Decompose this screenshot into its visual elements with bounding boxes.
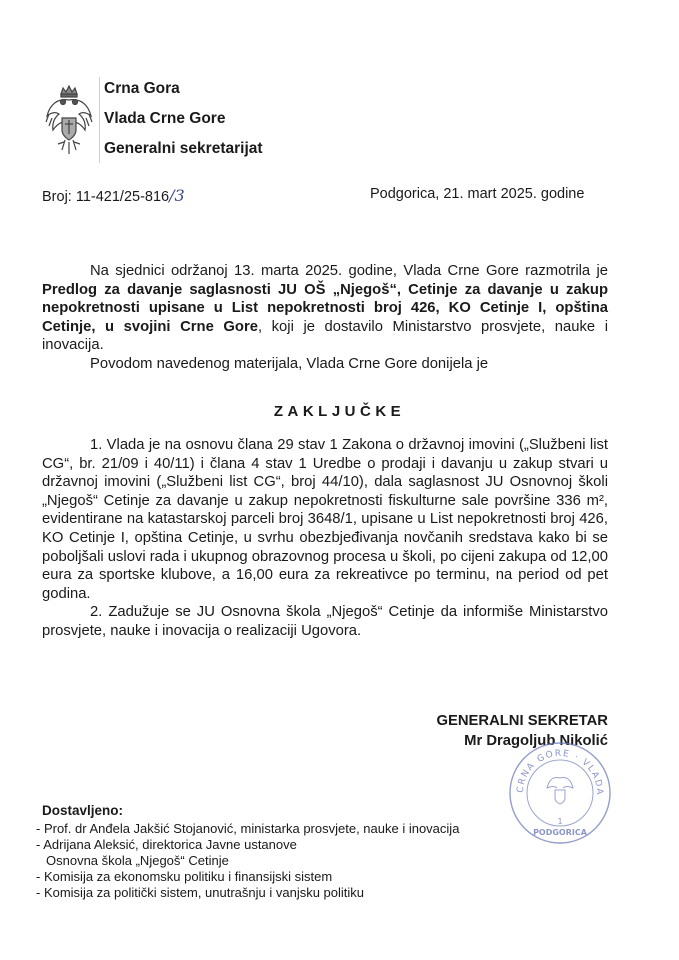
header-government: Vlada Crne Gore [104,110,226,127]
svg-text:CRNA GORE · VLADA [516,749,604,796]
montenegro-coat-of-arms-icon [44,84,94,158]
intro-paragraph: Na sjednici održanoj 13. marta 2025. godine, Vlada Crne Gore razmotrila je Predlog za davanje saglasnosti JU OŠ „Njegoš“, Cetinje za davanje u zakup nepokretnosti upisane u List nepokretnosti broj 426, KO Cetinje I, opština Cetinje, u svojini Crne Gore, koji je dostavilo Ministarstvo prosvjete, nauke i inovacija. [42,263,608,354]
place-date: Podgorica, 21. mart 2025. godine [370,186,585,202]
header-divider [99,77,100,163]
distribution-list [36,821,459,901]
material-title: Predlog za davanje saglasnosti JU OŠ „Njegoš“, Cetinje za davanje u zakup nepokretnosti upisane u List nepokretnosti broj 426, KO Cetinje I, opština Cetinje, u svojini Crne Gore [42,281,608,335]
stamp-number: 1 [557,817,563,826]
document-number-handwritten: /3 [169,186,185,205]
list-item: Osnovna škola „Njegoš“ Cetinje [46,853,229,868]
conclusion-1: 1. Vlada je na osnovu člana 29 stav 1 Zakona o državnoj imovini („Službeni list CG“, br. 21/09 i 40/11) i člana 4 stav 1 Uredbe o prodaji i davanju u zakup stvari u državnoj imovini („Službeni list CG“, broj 44/10), dala saglasnost JU Osnovnoj školi „Njegoš“ Cetinje za davanje u zakup nepokretnosti fiskulturne sale površine 336 m², evidentirane na katastarskoj parceli broj 3648/1, upisane u List nepokretnosti broj 426, KO Cetinje I, opština Cetinje, u svrhu obezbjeđivanja novčanih sredstava kako bi se poboljšali uslovi rada i ukupnog obrazovnog procesa u školi, po cijeni zakupa od 12,00 eura za sportske klubove, a 16,00 eura za rekreativce po terminu, na period od pet godina. [42,437,608,602]
distribution-title: Dostavljeno: [42,803,124,818]
document-number-label: Broj: 11-421/25-816 [42,189,170,205]
conclusion-2: 2. Zadužuje se JU Osnovna škola „Njegoš“ Cetinje da informiše Ministarstvo prosvjete, nauke i inovacija o realizaciji Ugovora. [42,604,608,639]
signature-name: Mr Dragoljub Nikolić [464,733,608,749]
list-item: - Komisija za ekonomsku politiku i finansijski sistem [36,869,333,884]
list-item: - Komisija za politički sistem, unutrašnju i vanjsku politiku [36,885,365,900]
document-number [42,186,185,205]
list-item: - Prof. dr Anđela Jakšić Stojanović, ministarka prosvjete, nauke i inovacija [36,821,460,836]
intro-paragraph-2: Povodom navedenog materijala, Vlada Crne Gore donijela je [90,355,489,372]
list-item: - Adrijana Aleksić, direktorica Javne ustanove [36,837,297,852]
header-country: Crna Gora [104,80,180,97]
conclusions-section [42,436,608,641]
header-secretariat: Generalni sekretarijat [104,140,263,157]
signature-role: GENERALNI SEKRETAR [436,713,608,729]
stamp-graphic [505,738,615,848]
stamp-arc-text: CRNA GORE · VLADA [515,748,605,797]
document-title: ZAKLJUČKE [273,403,406,420]
intro-section [42,262,608,374]
stamp-city: PODGORICA [533,828,587,837]
official-stamp [505,738,615,848]
